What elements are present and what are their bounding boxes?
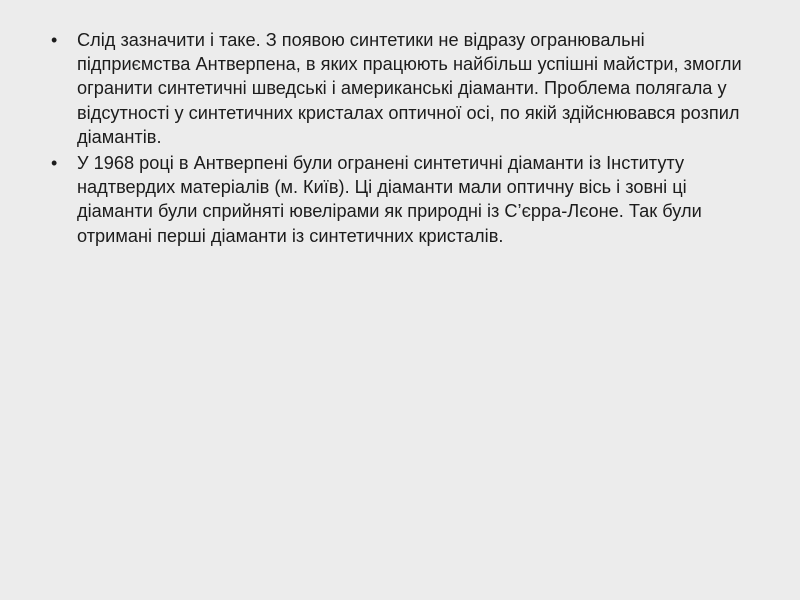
bullet-text: У 1968 році в Антверпені були огранені синтетичні діаманти із Інституту надтвердих матеріалів (м. Київ). Ці діаманти мали оптичну вісь і зовні ці діаманти були сприйняті ювелірами як природні із С’єрра-Лєоне. Так були отримані перші діаманти із синтетичних кристалів. bbox=[77, 153, 702, 246]
bullet-item bbox=[51, 28, 763, 149]
bullet-list bbox=[51, 28, 763, 250]
bullet-marker: • bbox=[51, 153, 58, 174]
bullet-item bbox=[51, 151, 763, 248]
bullet-text: Слід зазначити і таке. З появою синтетики не відразу огранювальні підприємства Антверпена, в яких працюють найбільш успішні майстри, змогли огранити синтетичні шведські і американські діаманти. Проблема полягала у відсутності у синтетичних кристалах оптичної осі, по якій здійснювався розпил діамантів. bbox=[77, 30, 742, 147]
bullet-marker: • bbox=[51, 30, 58, 50]
